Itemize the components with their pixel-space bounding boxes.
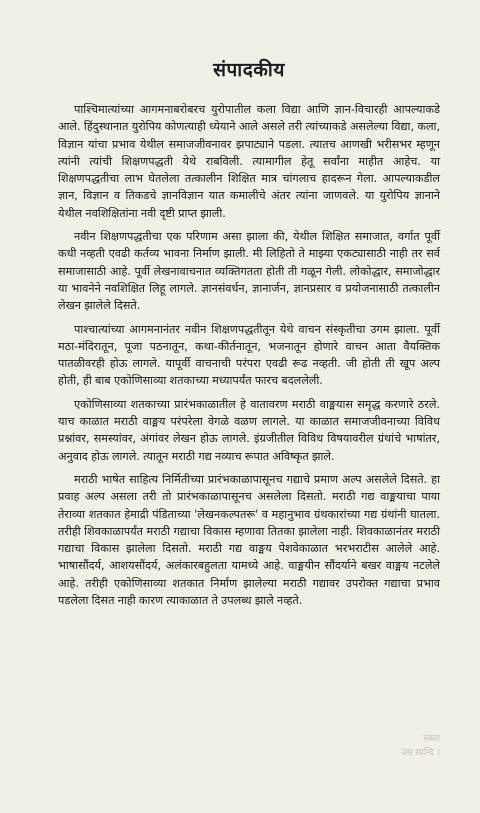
paragraph: पाश्चात्यांच्या आगमनानंतर नवीन शिक्षणपद्धतीतून येथे वाचन संस्कृतीचा उगम झाला. पूर्वी मठा-मंदिरातून, पूजा पठनातून, कथा-कीर्तनातून, भजनातून होणारे वाचन आता वैयक्तिक पातळीवरही होऊ लागले. यापूर्वी वाचनाची परंपरा एवढी रूढ नव्हती. जी होती ती खूप अल्प होती, ही बाब एकोणिसाव्या शतकाच्या मध्यापर्यंत फारच बदललेली. <box>58 322 440 388</box>
bleed-line: उस सान्दि । <box>401 748 440 758</box>
body-text <box>58 101 440 609</box>
paragraph: नवीन शिक्षणपद्धतीचा एक परिणाम असा झाला की, येथील शिक्षित समाजात, वर्गात पूर्वी कधी नव्हती एवढी कर्तव्य भावना निर्माण झाली. मी लिहितो ते माझ्या एकट्यासाठी नाही तर सर्व समाजासाठी आहे. पूर्वी लेखनावाचनात व्यक्तिगतता होती ती गळून गेली. लोकोद्धार, समाजोद्धार या भावनेने नवशिक्षित लिहू लागले. ज्ञानसंवर्धन, ज्ञानार्जन, ज्ञानप्रसार व प्रयोजनासाठी तत्कालीन लेखन झालेले दिसते. <box>58 230 440 313</box>
bleed-through-text <box>280 732 440 760</box>
paragraph: एकोणिसाव्या शतकाच्या प्रारंभकाळातील हे वातावरण मराठी वाङ्मयास समृद्ध करणारे ठरले. याच काळात मराठी वाङ्मय परंपरेला वेगळे वळण लागले. या काळात समाजजीवनाच्या विविध प्रश्नांवर, समस्यांवर, अंगांवर लेखन होऊ लागले. इंग्रजीतील विविध विषयावरील ग्रंथांचे भाषांतर, अनुवाद होऊ लागले. त्यातून मराठी गद्य नव्याच रूपात अविष्कृत झाले. <box>58 397 440 463</box>
paragraph: पाश्चिमात्यांच्या आगमनाबरोबरच युरोपातील कला विद्या आणि ज्ञान-विचारही आपल्याकडे आले. हिंदुस्थानात युरोपिय कोणत्याही ध्येयाने आले असले तरी त्यांच्याकडे असलेल्या विद्या, कला, विज्ञान यांचा प्रभाव येथील समाजजीवनावर झपाट्याने पडला. त्यातच आणखी भरीसभर म्हणून त्यांनी त्यांची शिक्षणपद्धती येथे राबविली. त्यामागील हेतू सर्वांना माहीत आहेच. या शिक्षणपद्धतीचा लाभ घेतलेला तत्कालीन शिक्षित मात्र चांगलाच हादरून गेला. आपल्याकडील ज्ञान, विज्ञान व तिकडचे ज्ञानविज्ञान यात कमालीचे अंतर त्यांना जाणवले. या युरोपिय ज्ञानाने येथील नवशिक्षितांना नवी दृष्टी प्राप्त झाली. <box>58 103 440 220</box>
paragraph: मराठी भाषेत साहित्य निर्मितीच्या प्रारंभकाळापासूनच गद्याचे प्रमाण अल्प असलेले दिसते. हा प्रवाह अल्प असला तरी तो प्रारंभकाळापासूनच असलेला दिसतो. मराठी गद्य वाङ्मयाचा पाया तेराव्या शतकात हेमाद्री पंडिताच्या 'लेखनकल्पतरू' व महानुभाव ग्रंथकारांच्या गद्य ग्रंथांनी घातला. तरीही शिवकाळापर्यंत मराठी गद्याचा विकास म्हणावा तितका झालेला नाही. शिवकाळानंतर मराठी गद्याचा विकास झालेला दिसतो. मराठी गद्य वाङ्मय पेशवेकाळात भरभराटीस आलेले आहे. भाषासौंदर्य, आशयसौंदर्य, अलंकारबहुलता यामध्ये आहे. वाङ्मयीन सौंदर्याने बखर वाङ्मय नटलेले आहे. तरीही एकोणिसाव्या शतकात निर्माण झालेल्या मराठी गद्यावर उपरोक्त गद्याचा प्रभाव पडलेला दिसत नाही कारण त्याकाळात ते उपलब्ध झाले नव्हते. <box>58 472 440 608</box>
page-title: संपादकीय <box>213 59 285 81</box>
bleed-line: स्कार <box>423 734 440 744</box>
